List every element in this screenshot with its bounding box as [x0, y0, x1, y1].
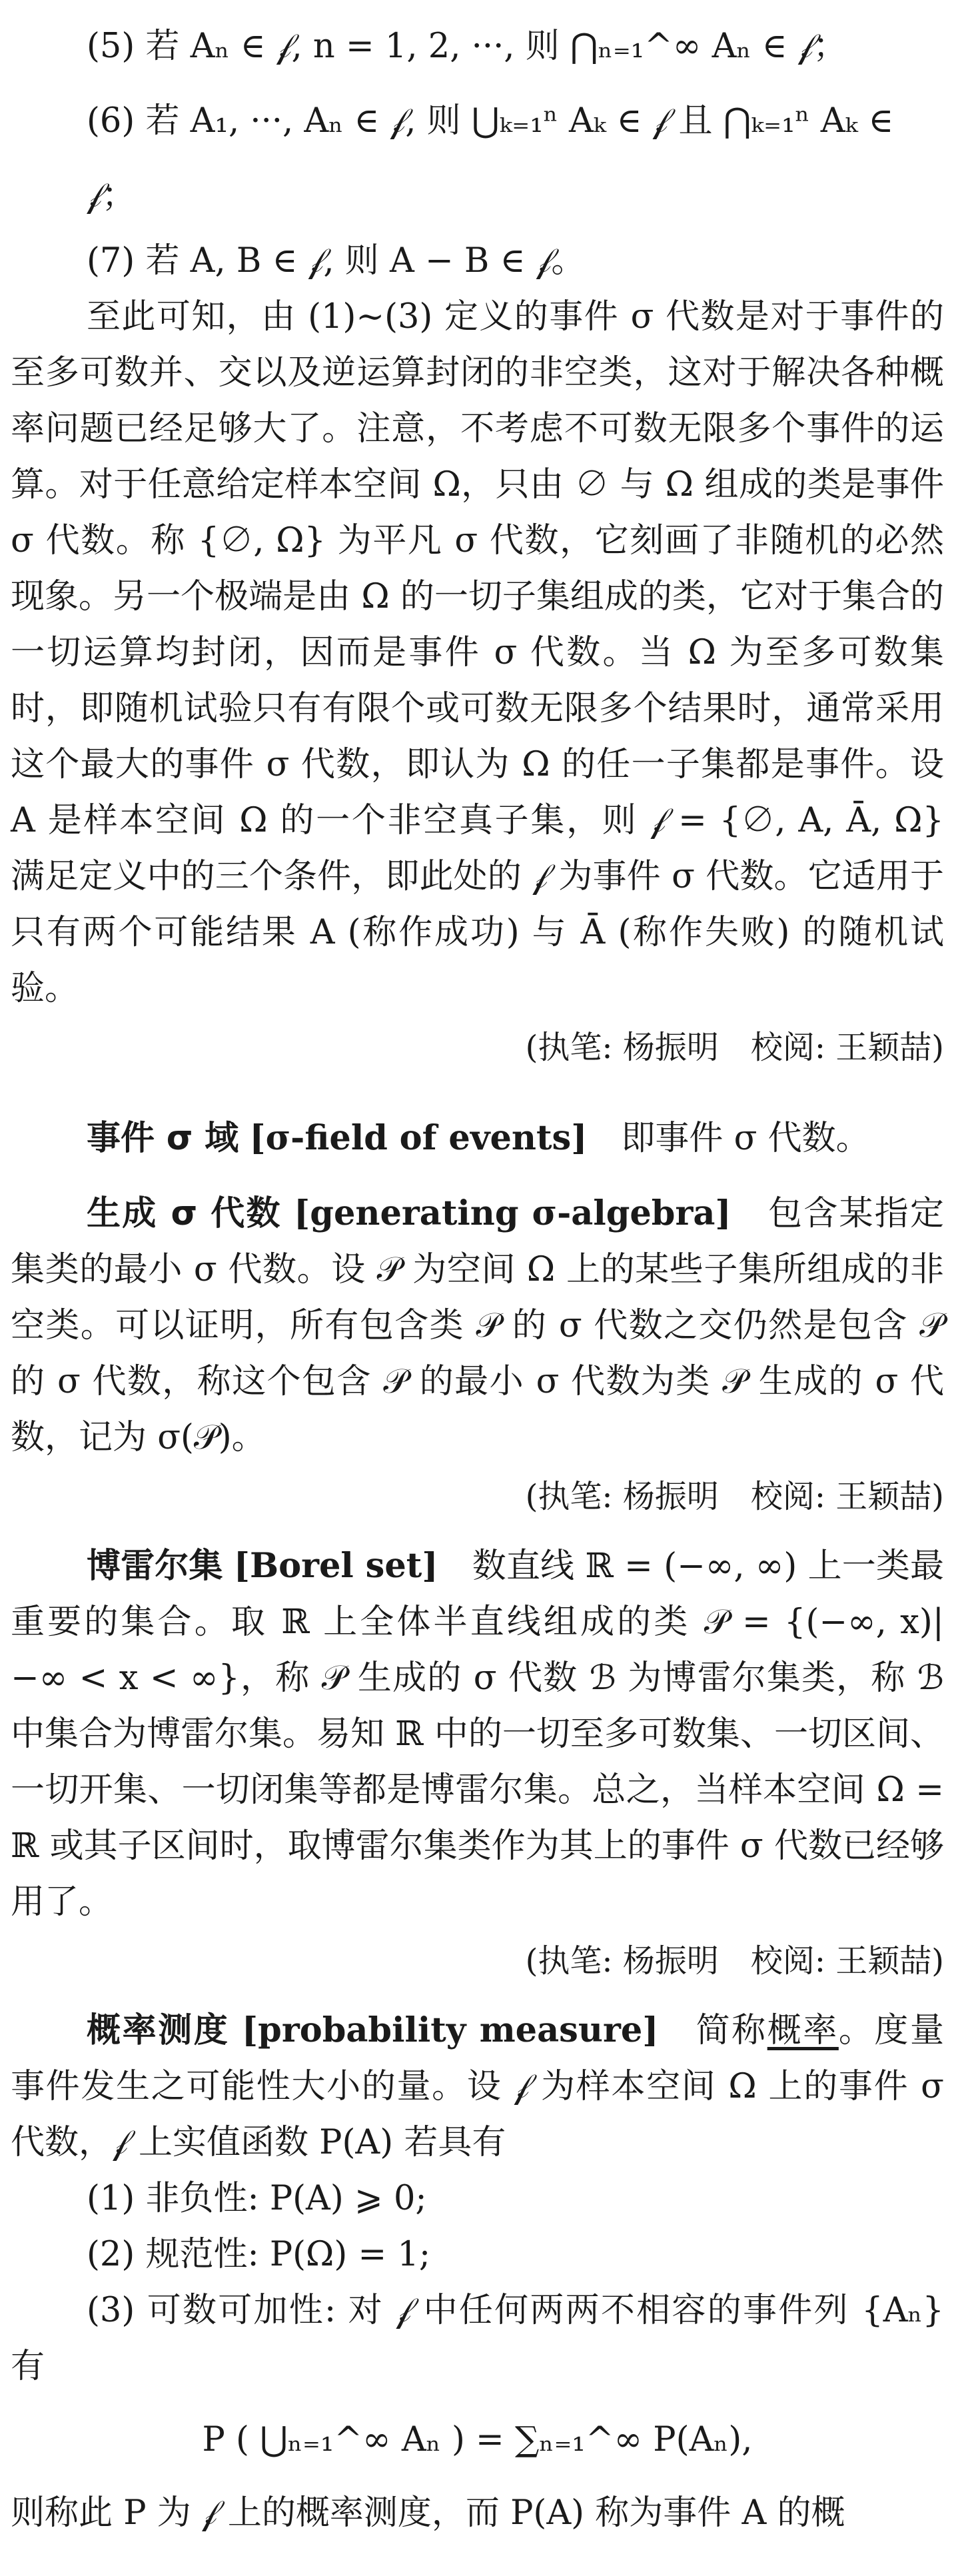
formula: P ( ⋃ₙ₌₁^∞ Aₙ ) = ∑ₙ₌₁^∞ P(Aₙ),	[202, 2420, 753, 2459]
entry-body: 即事件 σ 代数。	[621, 1119, 870, 1158]
entry-english: [generating σ-algebra]	[294, 1193, 731, 1233]
list-item: (3) 可数可加性: 对 𝒻 中任何两两不相容的事件列 {Aₙ} 有	[11, 2291, 955, 2386]
entry-body-prefix: 简称	[696, 2011, 767, 2050]
entry-term: 事件 σ 域	[87, 1119, 239, 1158]
list-item: (6) 若 A₁, ···, Aₙ ∈ 𝒻, 则 ⋃ₖ₌₁ⁿ Aₖ ∈ 𝒻 且 ⋂ₖ₌₁ⁿ Aₖ ∈ 𝒻；	[87, 101, 905, 215]
entry-sigma-field	[11, 1110, 944, 1167]
list-item: (1) 非负性: P(A) ⩾ 0;	[87, 2179, 427, 2218]
author-credit: (执笔: 杨振明 校阅: 王颖喆)	[525, 1029, 944, 1066]
paragraph: 至此可知，由 (1)∼(3) 定义的事件 σ 代数是对于事件的至多可数并、交以及逆运算封闭的非空类，这对于解决各种概率问题已经足够大了。注意，不考虑不可数无限多个事件的运算。对于任意给定样本空间 Ω，只由 ∅ 与 Ω 组成的类是事件 σ 代数。称 {∅, Ω} 为平凡 σ 代数，它刻画了非随机的必然现象。另一个极端是由 Ω 的一切子集组成的类，它对于集合的一切运算均封闭，因而是事件 σ 代数。当 Ω 为至多可数集时，即随机试验只有有限个或可数无限多个结果时，通常采用这个最大的事件 σ 代数，即认为 Ω 的任一子集都是事件。设 A 是样本空间 Ω 的一个非空真子集，则 𝒻 = {∅, A, Ā, Ω} 满足定义中的三个条件，即此处的 𝒻 为事件 σ 代数。它适用于只有两个可能结果 A (称作成功) 与 Ā (称作失败) 的随机试验。	[11, 297, 955, 1008]
author-credit: (执笔: 杨振明 校阅: 王颖喆)	[525, 1942, 944, 1980]
list-item: (2) 规范性: P(Ω) = 1;	[87, 2235, 431, 2274]
entry-term: 生成 σ 代数	[87, 1194, 282, 1233]
paragraph: 则称此 P 为 𝒻 上的概率测度，而 P(A) 称为事件 A 的概	[11, 2493, 845, 2533]
entry-term: 博雷尔集	[87, 1547, 223, 1586]
entry-body: 。度量事件发生之可能性大小的量。设 𝒻 为样本空间 Ω 上的事件 σ 代数，𝒻 上实值函数 P(A) 若具有	[11, 2011, 955, 2162]
list-item: (5) 若 Aₙ ∈ 𝒻, n = 1, 2, ···, 则 ⋂ₙ₌₁^∞ Aₙ ∈ 𝒻；	[87, 27, 847, 66]
entry-generating-sigma-algebra	[11, 1185, 955, 1466]
entry-body: 包含某指定集类的最小 σ 代数。设 𝒫 为空间 Ω 上的某些子集所组成的非空类。可以证明，所有包含类 𝒫 的 σ 代数之交仍然是包含 𝒫 的 σ 代数，称这个包含 𝒫 的最小 σ 代数为类 𝒫 生成的 σ 代数，记为 σ(𝒫)。	[11, 1194, 955, 1457]
author-credit: (执笔: 杨振明 校阅: 王颖喆)	[525, 1478, 944, 1515]
entry-term: 概率测度	[87, 2011, 230, 2050]
list-item: (7) 若 A, B ∈ 𝒻, 则 A − B ∈ 𝒻。	[87, 241, 586, 281]
entry-body: 数直线 ℝ = (−∞, ∞) 上一类最重要的集合。取 ℝ 上全体半直线组成的类 𝒫 = {(−∞, x)| −∞ < x < ∞}，称 𝒫 生成的 σ 代数 ℬ 为博雷尔集类，称 ℬ 中集合为博雷尔集。易知 ℝ 中的一切至多可数集、一切区间、一切开集、一切闭集等都是博雷尔集。总之，当样本空间 Ω = ℝ 或其子区间时，取博雷尔集类作为其上的事件 σ 代数已经够用了。	[11, 1547, 955, 1922]
cross-reference-link[interactable]: 概率	[767, 2011, 839, 2050]
entry-english: [Borel set]	[233, 1546, 438, 1586]
entry-english: [probability measure]	[242, 2010, 659, 2050]
entry-english: [σ-field of events]	[249, 1118, 588, 1158]
entry-probability-measure	[11, 2002, 955, 2171]
entry-borel-set	[11, 1538, 955, 1930]
